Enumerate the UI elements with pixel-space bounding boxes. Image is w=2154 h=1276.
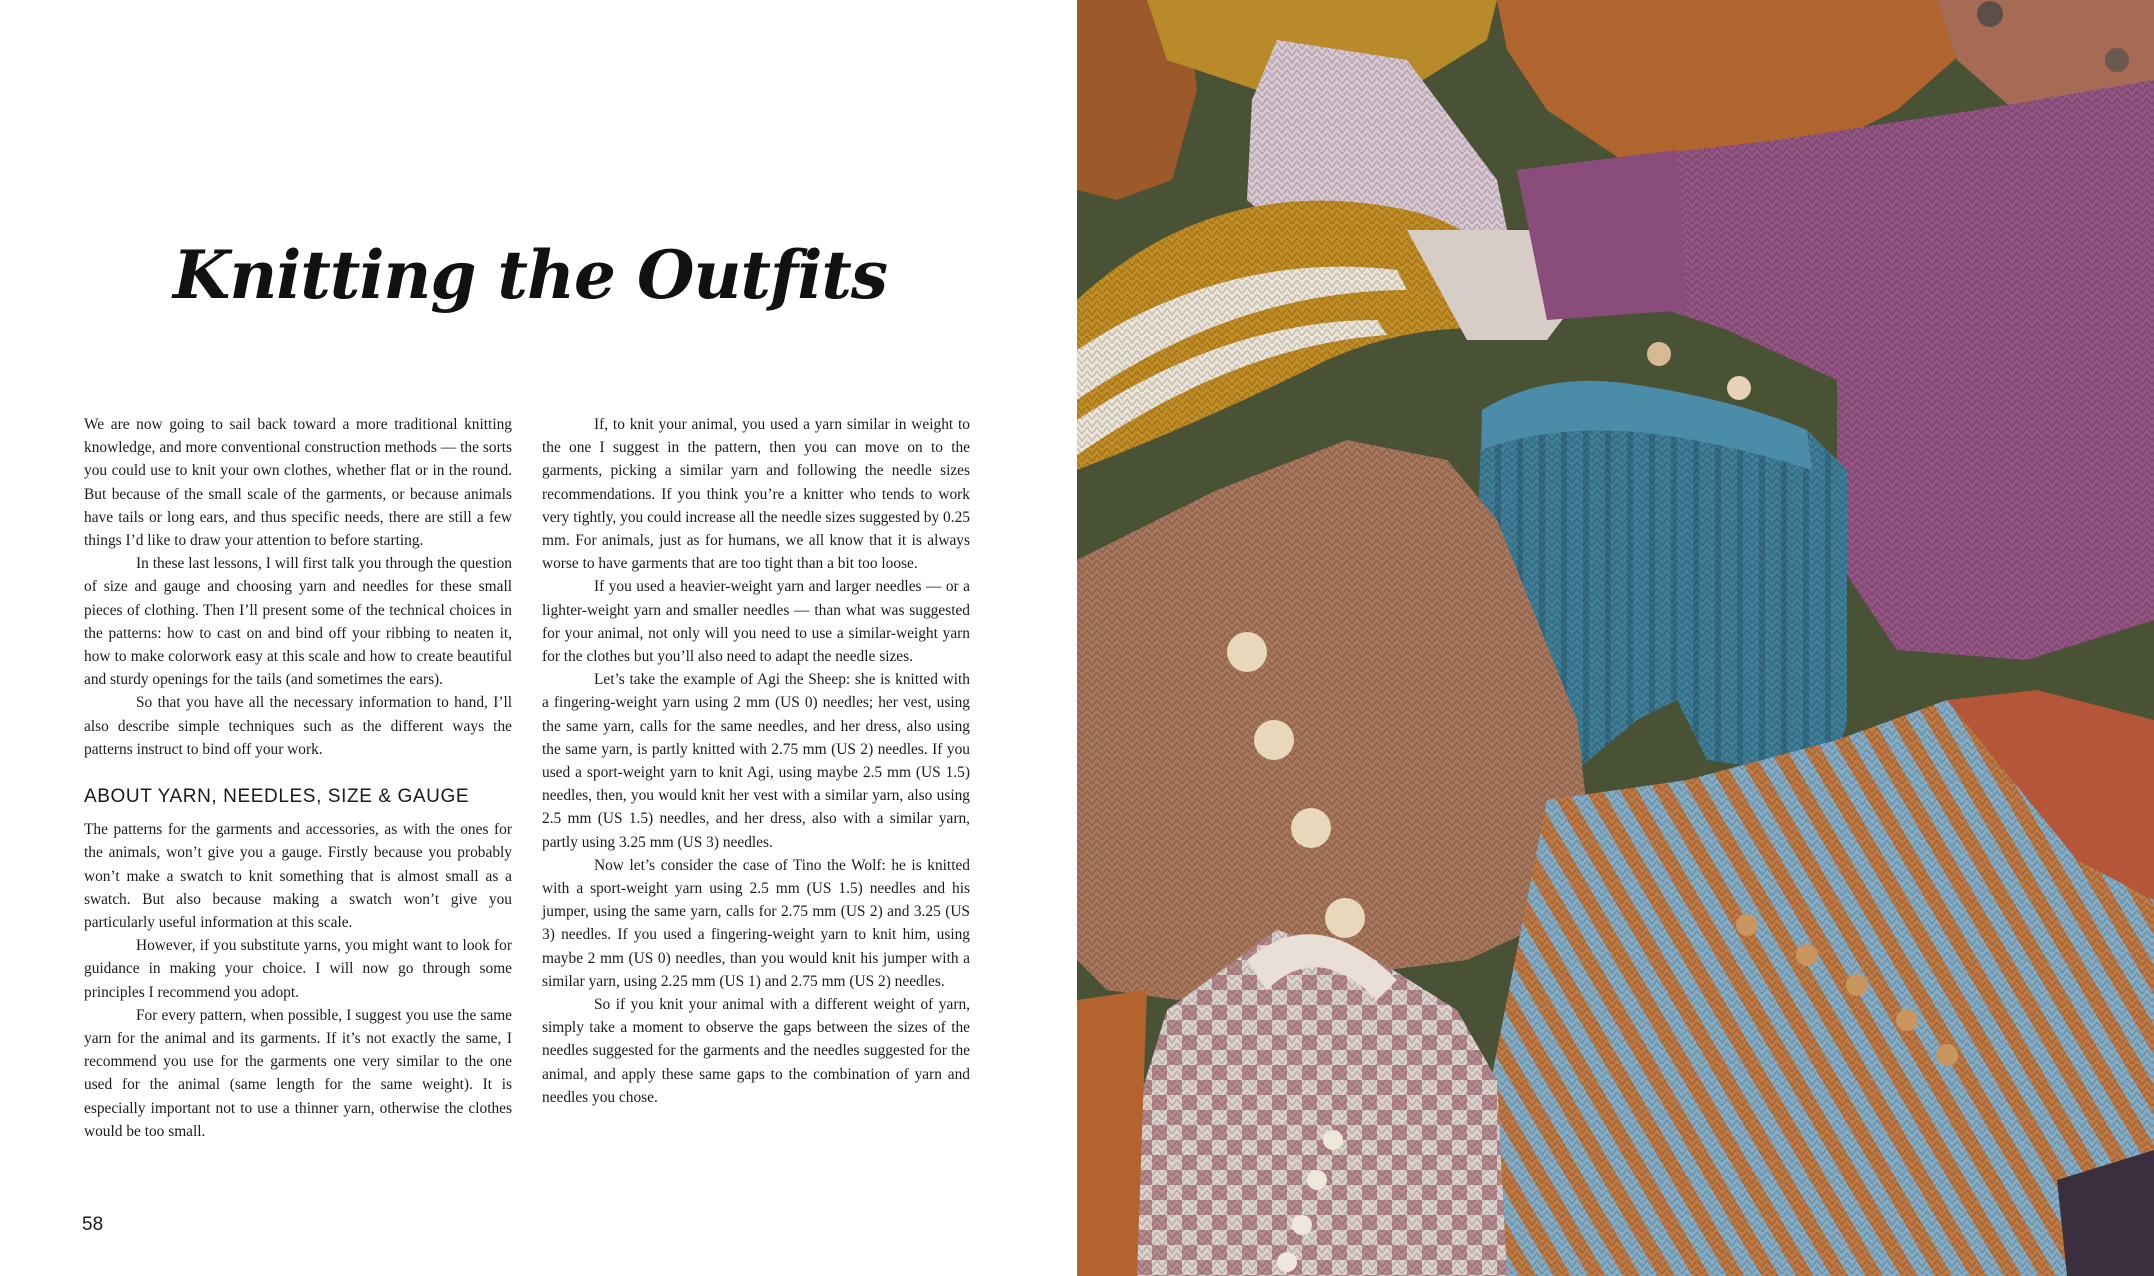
section-heading: ABOUT YARN, NEEDLES, SIZE & GAUGE — [84, 786, 470, 808]
paragraph: Now let’s consider the case of Tino the Wolf: he is knitted with a sport-weight yarn using 2.5 mm (US 1.5) needles and his jumper, using the same yarn, calls for 2.75 mm (US 2) and 3.25 (US 3) needles. If you used a fingering-weight yarn to knit him, using maybe 2 mm (US 0) needles, than you would knit his jumper with a similar yarn, using 2.25 mm (US 1) and 2.75 mm (US 2) needles. — [542, 856, 970, 990]
plum-sleeve-cuff — [1517, 150, 1687, 320]
button — [1292, 1215, 1312, 1235]
paragraph: However, if you substitute yarns, you might want to look for guidance in making your choice. I will now go through some principles I recommend you adopt. — [84, 937, 512, 1001]
paragraph: For every pattern, when possible, I suggest you use the same yarn for the animal and its garments. If it’s not exactly the same, I recommend you use for the garments one very similar to the one used for the animal (same length for the same weight). It is especially important not to use a thinner yarn, otherwise the clothes would be too small. — [84, 1006, 512, 1140]
page-title: Knitting the Outfits — [172, 236, 888, 314]
button — [1277, 1252, 1297, 1272]
text-column-left — [84, 413, 512, 1143]
paragraph: Let’s take the example of Agi the Sheep: she is knitted with a fingering-weight yarn using 2 mm (US 0) needles; her vest, using the same yarn, calls for the same needles, and her dress, also using the same yarn, is partly knitted with 2.75 mm (US 2) needles. If you used a sport-weight yarn to knit Agi, using maybe 2.5 mm (US 1.5) needles, then, you would knit her vest with a similar yarn, also using 2.5 mm (US 1.5) needles, and her dress, also with a similar yarn, partly using 3.25 mm (US 3) needles. — [542, 671, 970, 851]
knitted-outfits-photo — [1077, 0, 2154, 1276]
button — [1796, 944, 1818, 966]
page-number: 58 — [82, 1214, 104, 1235]
button — [1977, 1, 2003, 27]
orange-knit-corner — [1077, 990, 1147, 1276]
button — [1727, 376, 1751, 400]
button — [1227, 632, 1267, 672]
paragraph: We are now going to sail back toward a more traditional knitting knowledge, and more conventional construction methods — the sorts you could use to knit your own clothes, whether flat or in the round. But because of the small scale of the garments, or because animals have tails or long ears, and thus specific needs, there are still a few things I’d like to draw your attention to before starting. — [84, 416, 512, 550]
button — [2105, 48, 2129, 72]
button — [1846, 974, 1868, 996]
knitted-clothes-illustration — [1077, 0, 2154, 1276]
paragraph: The patterns for the garments and accessories, as with the ones for the animals, won’t give you a gauge. Firstly because you probably won’t make a swatch to knit something that is almost small as a swatch. But also because making a swatch won’t give you particularly useful information at this scale. — [84, 821, 512, 932]
paragraph: So if you knit your animal with a different weight of yarn, simply take a moment to observe the gaps between the sizes of the needles suggested for the garments and the needles suggested for the animal, and apply these same gaps to the combination of yarn and needles you chose. — [542, 996, 970, 1106]
button — [1896, 1009, 1918, 1031]
button — [1254, 720, 1294, 760]
text-column-right — [542, 413, 970, 1109]
paragraph: If you used a heavier-weight yarn and larger needles — or a lighter-weight yarn and smaller needles — than what was suggested for your animal, not only will you need to use a similar-weight yarn for the clothes but you’ll also need to adapt the needle sizes. — [542, 578, 970, 666]
paragraph: So that you have all the necessary information to hand, I’ll also describe simple techniques such as the different ways the patterns instruct to bind off your work. — [84, 694, 512, 758]
button — [1647, 342, 1671, 366]
paragraph: In these last lessons, I will first talk you through the question of size and gauge and choosing yarn and needles for these small pieces of clothing. Then I’ll present some of the technical choices in the patterns: how to cast on and bind off your ribbing to neaten it, how to make colorwork easy at this scale and how to create beautiful and sturdy openings for the tails (and sometimes the ears). — [84, 555, 512, 689]
button — [1325, 898, 1365, 938]
button — [1323, 1130, 1343, 1150]
button — [1936, 1044, 1958, 1066]
button — [1291, 808, 1331, 848]
paragraph: If, to knit your animal, you used a yarn similar in weight to the one I suggest in the pattern, then you can move on to the garments, picking a similar yarn and following the needle sizes recommendations. If you think you’re a knitter who tends to work very tightly, you could increase all the needle sizes suggested by 0.25 mm. For animals, just as for humans, we all know that it is always worse to have garments that are too tight than a bit too loose. — [542, 416, 970, 573]
button — [1736, 914, 1758, 936]
button — [1307, 1170, 1327, 1190]
